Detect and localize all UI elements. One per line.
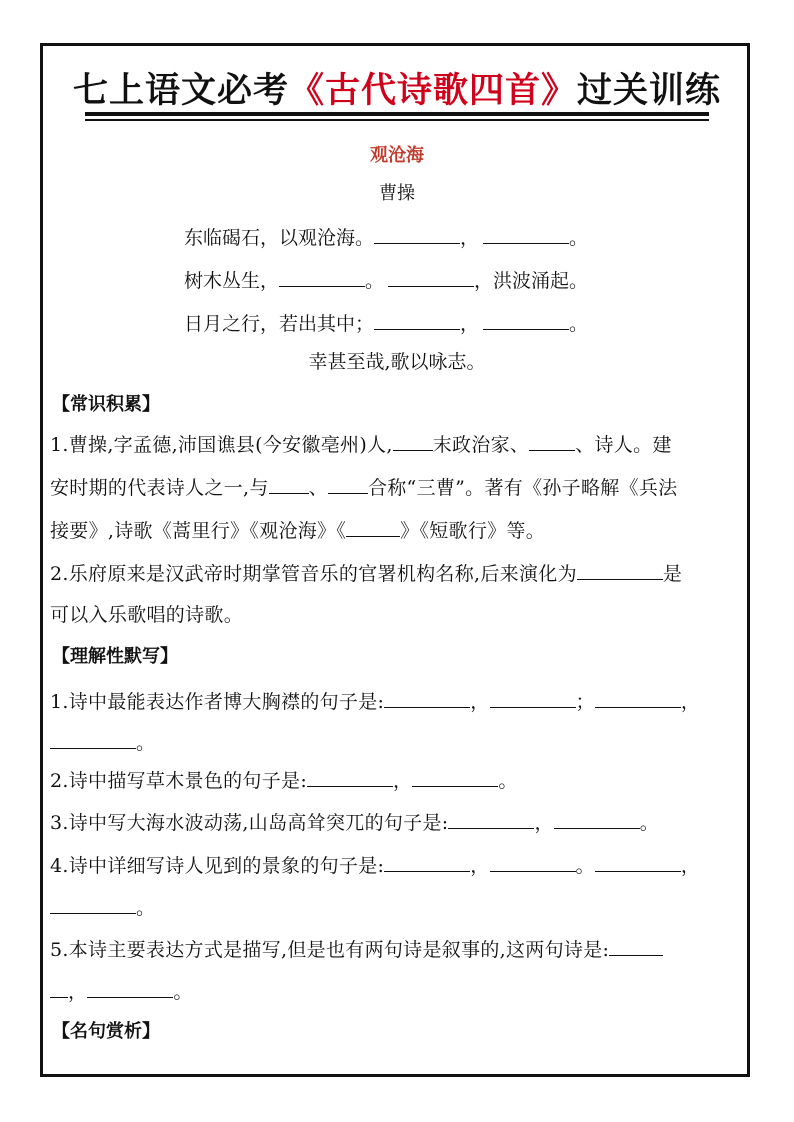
question-text: 2.乐府原来是汉武帝时期掌管音乐的官署机构名称,后来演化为: [50, 563, 577, 585]
poem-line-3: [184, 309, 588, 338]
answer-blank[interactable]: [328, 473, 368, 494]
poem-title: 观沧海: [370, 145, 424, 166]
question-punct: 。: [575, 855, 595, 877]
answer-blank[interactable]: [483, 309, 569, 330]
question-punct: ，: [68, 981, 88, 1003]
poem-text: 树木丛生，: [184, 270, 280, 292]
question-1-line-2: [50, 473, 677, 502]
question-text: 1.曹操,字孟德,沛国谯县(今安徽亳州)人,: [50, 434, 393, 456]
answer-blank[interactable]: [529, 430, 575, 451]
question-text: 合称“三曹”。著有《孙子略解《兵法: [367, 477, 678, 499]
answer-blank[interactable]: [609, 935, 663, 956]
question-punct: ，: [680, 691, 701, 713]
poem-punct: ，: [460, 227, 480, 249]
question-punct: 。: [639, 812, 660, 834]
page-title: [0, 66, 794, 116]
answer-blank[interactable]: [393, 430, 433, 451]
answer-blank[interactable]: [490, 687, 576, 708]
dictation-1-line-2: [50, 728, 155, 757]
poem-line-4: 幸甚至哉,歌以咏志。: [308, 351, 486, 373]
answer-blank-continued[interactable]: [50, 977, 68, 998]
question-text: 5.本诗主要表达方式是描写,但是也有两句诗是叙事的,这两句诗是:: [50, 939, 610, 961]
dictation-4-line-2: [50, 893, 155, 922]
dictation-3: [50, 808, 659, 837]
poem-punct: 。: [365, 270, 385, 292]
question-1-line-3: [50, 516, 545, 545]
section-heading-dictation: 【理解性默写】: [52, 646, 178, 667]
question-text: 安时期的代表诗人之一,与: [50, 477, 269, 499]
answer-blank[interactable]: [595, 851, 681, 872]
answer-blank[interactable]: [577, 559, 663, 580]
section-heading-appreciation: 【名句赏析】: [52, 1021, 160, 1042]
question-text: 是: [662, 563, 683, 585]
answer-blank[interactable]: [554, 808, 640, 829]
answer-blank[interactable]: [483, 223, 569, 244]
answer-blank[interactable]: [307, 766, 393, 787]
question-punct: ，: [470, 691, 490, 713]
question-punct: ，: [680, 855, 701, 877]
title-underline-thin: [85, 119, 709, 121]
question-text: 末政治家、: [432, 434, 530, 456]
answer-blank[interactable]: [87, 977, 173, 998]
question-text: 》《短歌行》等。: [400, 520, 546, 542]
question-punct: ，: [470, 855, 490, 877]
question-punct: 。: [136, 732, 156, 754]
answer-blank[interactable]: [374, 309, 460, 330]
section-heading-knowledge: 【常识积累】: [52, 394, 160, 415]
answer-blank[interactable]: [374, 223, 460, 244]
poem-line-2: [184, 266, 588, 295]
poem-punct: 。: [569, 227, 589, 249]
question-1-line-1: [50, 430, 672, 459]
answer-blank[interactable]: [388, 266, 474, 287]
question-text: 、: [308, 477, 328, 499]
dictation-4-line-1: [50, 851, 700, 880]
question-text: 1.诗中最能表达作者博大胸襟的句子是:: [50, 691, 385, 713]
answer-blank[interactable]: [595, 687, 681, 708]
question-punct: 。: [136, 897, 156, 919]
question-punct: ，: [534, 812, 554, 834]
question-punct: 。: [498, 770, 518, 792]
poem-text: 日月之行，若出其中；: [184, 313, 375, 335]
poem-author: 曹操: [379, 183, 415, 204]
question-punct: 。: [173, 981, 193, 1003]
answer-blank[interactable]: [448, 808, 534, 829]
answer-blank[interactable]: [490, 851, 576, 872]
answer-blank[interactable]: [412, 766, 498, 787]
poem-punct: 。: [569, 313, 589, 335]
question-text: 接要》,诗歌《蒿里行》《观沧海》《: [50, 520, 347, 542]
question-text: 3.诗中写大海水波动荡,山岛高耸突兀的句子是:: [50, 812, 449, 834]
question-text: 4.诗中详细写诗人见到的景象的句子是:: [50, 855, 385, 877]
question-punct: ，: [393, 770, 413, 792]
title-prefix: 七上语文必考: [72, 71, 289, 111]
question-2-line-1: [50, 559, 682, 588]
title-underline: [85, 112, 709, 116]
answer-blank[interactable]: [50, 893, 136, 914]
answer-blank[interactable]: [269, 473, 309, 494]
title-highlight: 《古代诗歌四首》: [288, 71, 577, 111]
dictation-5-line-1: [50, 935, 663, 964]
poem-punct: ，: [460, 313, 480, 335]
answer-blank[interactable]: [384, 687, 470, 708]
question-text: 、诗人。建: [575, 434, 672, 456]
dictation-2: [50, 766, 518, 795]
dictation-1-line-1: [50, 687, 700, 716]
dictation-5-line-2: [50, 977, 193, 1006]
answer-blank[interactable]: [346, 516, 400, 537]
title-suffix: 过关训练: [577, 71, 722, 111]
question-punct: ；: [575, 691, 595, 713]
answer-blank[interactable]: [384, 851, 470, 872]
question-2-line-2: 可以入乐歌唱的诗歌。: [50, 604, 244, 626]
poem-text: 东临碣石，以观沧海。: [184, 227, 375, 249]
question-text: 2.诗中描写草木景色的句子是:: [50, 770, 308, 792]
poem-line-1: [184, 223, 588, 252]
answer-blank[interactable]: [279, 266, 365, 287]
poem-text: ，洪波涌起。: [474, 270, 589, 292]
answer-blank[interactable]: [50, 728, 136, 749]
